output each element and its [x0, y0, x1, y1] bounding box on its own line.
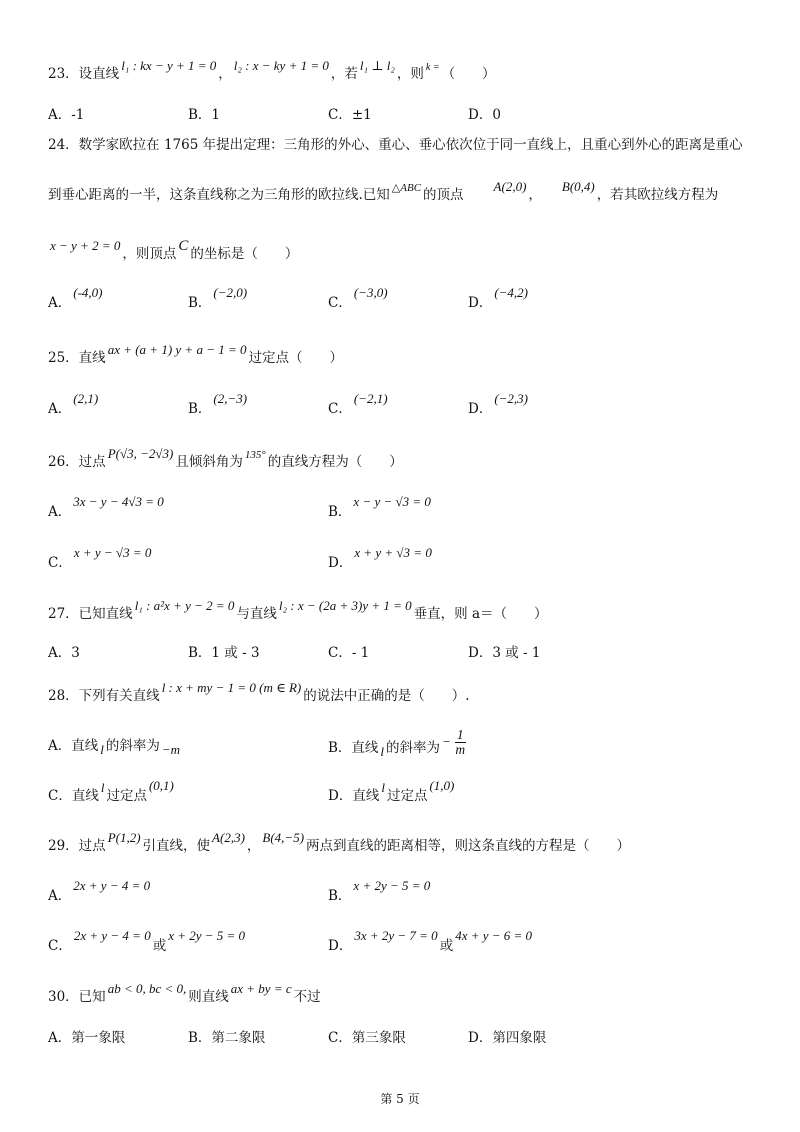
- option-value: (2,1): [73, 391, 99, 406]
- question-text: 的顶点: [423, 187, 464, 203]
- question-number: 27．已知直线: [48, 606, 133, 622]
- option-value: x + y − √3 = 0: [73, 545, 152, 560]
- option-c: [328, 285, 390, 311]
- option-a: [48, 734, 182, 757]
- question-text: 的说法中正确的是（ ）.: [303, 688, 470, 704]
- option-label: C．: [48, 938, 72, 954]
- option-label: D．: [328, 938, 353, 954]
- point-b: B(0,4): [561, 179, 595, 194]
- option-d: [328, 545, 434, 571]
- option-value: (2,−3): [213, 391, 248, 406]
- question-28: [48, 680, 470, 704]
- option-label: C．: [48, 555, 72, 571]
- option-label: C．: [328, 401, 352, 417]
- option-b: B．第二象限: [188, 1030, 266, 1046]
- variable-k: k =: [425, 62, 440, 73]
- option-c: C．第三象限: [328, 1030, 406, 1046]
- minus-sign: −: [442, 734, 451, 749]
- question-27: [48, 598, 548, 622]
- question-29: [48, 830, 631, 854]
- or-text: 或: [152, 938, 167, 954]
- option-label: C．: [328, 295, 352, 311]
- question-text: ，则顶点: [122, 246, 177, 262]
- option-label: A．直线: [48, 738, 99, 754]
- option-text: 的斜率为: [105, 738, 160, 754]
- line-equation-l1: l₁ : a²x + y − 2 = 0: [134, 598, 235, 613]
- question-text: 到垂心距离的一半，这条直线称之为三角形的欧拉线.已知: [48, 187, 390, 203]
- option-value: x + 2y − 5 = 0: [168, 928, 246, 943]
- option-b: [188, 391, 249, 417]
- option-label: B．: [188, 401, 212, 417]
- option-d: D．0: [468, 107, 501, 123]
- vertex-c: C: [178, 238, 189, 254]
- option-value: (−4,2): [494, 285, 529, 300]
- option-value: (−2,3): [494, 391, 529, 406]
- question-text: 两点到直线的距离相等，则这条直线的方程是（ ）: [306, 838, 631, 854]
- point-a: A(2,3): [212, 830, 245, 845]
- option-d: [468, 391, 530, 417]
- question-number: 29．过点: [48, 838, 106, 854]
- question-26: [48, 446, 403, 470]
- question-text: 则直线: [188, 989, 229, 1005]
- option-a: A．-1: [48, 107, 85, 123]
- variable-l: l: [380, 744, 385, 759]
- question-text: 与直线: [236, 606, 277, 622]
- option-a: [48, 285, 105, 311]
- question-number: 28．下列有关直线: [48, 688, 160, 704]
- option-value: 3x − y − 4√3 = 0: [73, 494, 164, 509]
- line-equation: ax + (a + 1) y + a − 1 = 0: [107, 342, 247, 357]
- numerator: 1: [456, 727, 464, 742]
- option-c: C．- 1: [328, 645, 370, 661]
- option-value: 3x + 2y − 7 = 0: [354, 928, 438, 943]
- question-text: 24．数学家欧拉在 1765 年提出定理：三角形的外心、重心、垂心依次位于同一直线上，且重心到外心的距离是重心: [48, 137, 743, 153]
- denominator: m: [455, 742, 466, 757]
- point-a: A(2,0): [493, 179, 527, 194]
- option-a: A．3: [48, 645, 80, 661]
- question-number: 30．已知: [48, 989, 106, 1005]
- option-label: A．: [48, 295, 72, 311]
- option-c: [48, 545, 153, 571]
- option-value: (−2,0): [213, 285, 248, 300]
- option-label: B．: [328, 504, 352, 520]
- option-c: [48, 928, 247, 954]
- line-equation: l : x + my − 1 = 0 (m ∈ R): [161, 680, 302, 695]
- question-text: ，若其欧拉线方程为: [596, 187, 719, 203]
- option-b: B．1: [188, 107, 221, 123]
- option-text: 过定点: [386, 788, 428, 804]
- triangle-abc: △ABC: [391, 182, 422, 194]
- option-a: [48, 494, 166, 520]
- option-value: x + 2y − 5 = 0: [353, 878, 431, 893]
- option-d: [468, 285, 530, 311]
- option-label: D．: [328, 555, 353, 571]
- option-label: D．: [468, 295, 493, 311]
- line-equation-l2: l₂ : x − (2a + 3)y + 1 = 0: [278, 598, 412, 613]
- option-value: (−2,1): [353, 391, 388, 406]
- question-text: 不过: [293, 989, 321, 1005]
- option-c: [48, 778, 176, 804]
- option-b: B．1 或 - 3: [188, 645, 260, 661]
- question-24-line-2: [48, 179, 719, 203]
- option-label: A．: [48, 401, 72, 417]
- point-b: B(4,−5): [262, 830, 305, 845]
- option-label: C．直线: [48, 788, 99, 804]
- question-text: 的坐标是（ ）: [190, 246, 299, 262]
- option-a: A．第一象限: [48, 1030, 126, 1046]
- option-a: [48, 878, 152, 904]
- option-label: A．: [48, 504, 72, 520]
- euler-line-equation: x − y + 2 = 0: [50, 238, 121, 253]
- option-d: D．第四象限: [468, 1030, 547, 1046]
- option-value: (-4,0): [73, 285, 103, 300]
- option-d: D．3 或 - 1: [468, 645, 541, 661]
- question-text: 过定点（ ）: [248, 350, 343, 366]
- option-d: [328, 928, 534, 954]
- option-label: B．: [188, 295, 212, 311]
- option-text: 过定点: [106, 788, 147, 804]
- option-value: x − y − √3 = 0: [353, 494, 431, 509]
- page-number: 第 5 页: [380, 1092, 420, 1106]
- option-b: [328, 878, 432, 904]
- option-b: [328, 494, 433, 520]
- connector-text: ，若: [330, 66, 358, 82]
- option-text: 的斜率为: [386, 740, 441, 756]
- point-p: P(1,2): [107, 830, 141, 845]
- option-label: B．直线: [328, 740, 379, 756]
- or-text: 或: [439, 938, 454, 954]
- variable-l: l: [100, 780, 105, 795]
- question-30: [48, 981, 321, 1005]
- line-equation-l2: l₂ : x − ky + 1 = 0: [233, 58, 329, 73]
- option-c: C．±1: [328, 107, 372, 123]
- question-text: 引直线，使: [142, 838, 211, 854]
- separator: ，: [246, 838, 261, 854]
- option-b: [188, 285, 249, 311]
- line-equation: ax + by = c: [230, 981, 292, 996]
- option-value: (−3,0): [353, 285, 388, 300]
- separator: ，: [528, 187, 542, 203]
- option-b: [328, 727, 468, 763]
- fraction-one-over-m: [455, 728, 466, 757]
- option-label: D．: [468, 401, 493, 417]
- option-label: B．: [328, 888, 352, 904]
- option-label: D．直线: [328, 788, 380, 804]
- inclination-angle: 135°: [244, 449, 266, 461]
- connector-text: ，则: [396, 66, 424, 82]
- option-value: (0,1): [148, 778, 174, 793]
- question-24-line-1: [48, 133, 743, 153]
- perpendicular-condition: l₁ ⊥ l₂: [359, 58, 395, 73]
- separator: ，: [218, 66, 232, 82]
- option-c: [328, 391, 390, 417]
- variable-l: l: [381, 780, 385, 795]
- option-value: 2x + y − 4 = 0: [73, 878, 151, 893]
- option-value: 2x + y − 4 = 0: [73, 928, 151, 943]
- option-value: x + y + √3 = 0: [354, 545, 432, 560]
- variable-l: l: [100, 742, 104, 757]
- question-number: 23．设直线: [48, 66, 120, 82]
- question-23: [48, 58, 496, 82]
- question-text: 且倾斜角为: [175, 454, 243, 470]
- option-a: [48, 391, 100, 417]
- option-value: −m: [161, 742, 181, 757]
- question-number: 26．过点: [48, 454, 106, 470]
- point-p: P(√3, −2√3): [107, 446, 174, 461]
- option-d: [328, 778, 456, 804]
- answer-bracket: （ ）: [441, 66, 496, 82]
- question-text: 垂直，则 a＝（ ）: [413, 606, 548, 622]
- question-25: [48, 342, 343, 366]
- option-value: (1,0): [429, 778, 455, 793]
- question-number: 25．直线: [48, 350, 106, 366]
- question-text: 的直线方程为（ ）: [267, 454, 403, 470]
- option-label: A．: [48, 888, 72, 904]
- option-value: 4x + y − 6 = 0: [455, 928, 533, 943]
- question-24-line-3: [48, 238, 299, 263]
- line-equation-l1: l₁ : kx − y + 1 = 0: [121, 58, 217, 73]
- condition: ab < 0, bc < 0,: [107, 981, 187, 996]
